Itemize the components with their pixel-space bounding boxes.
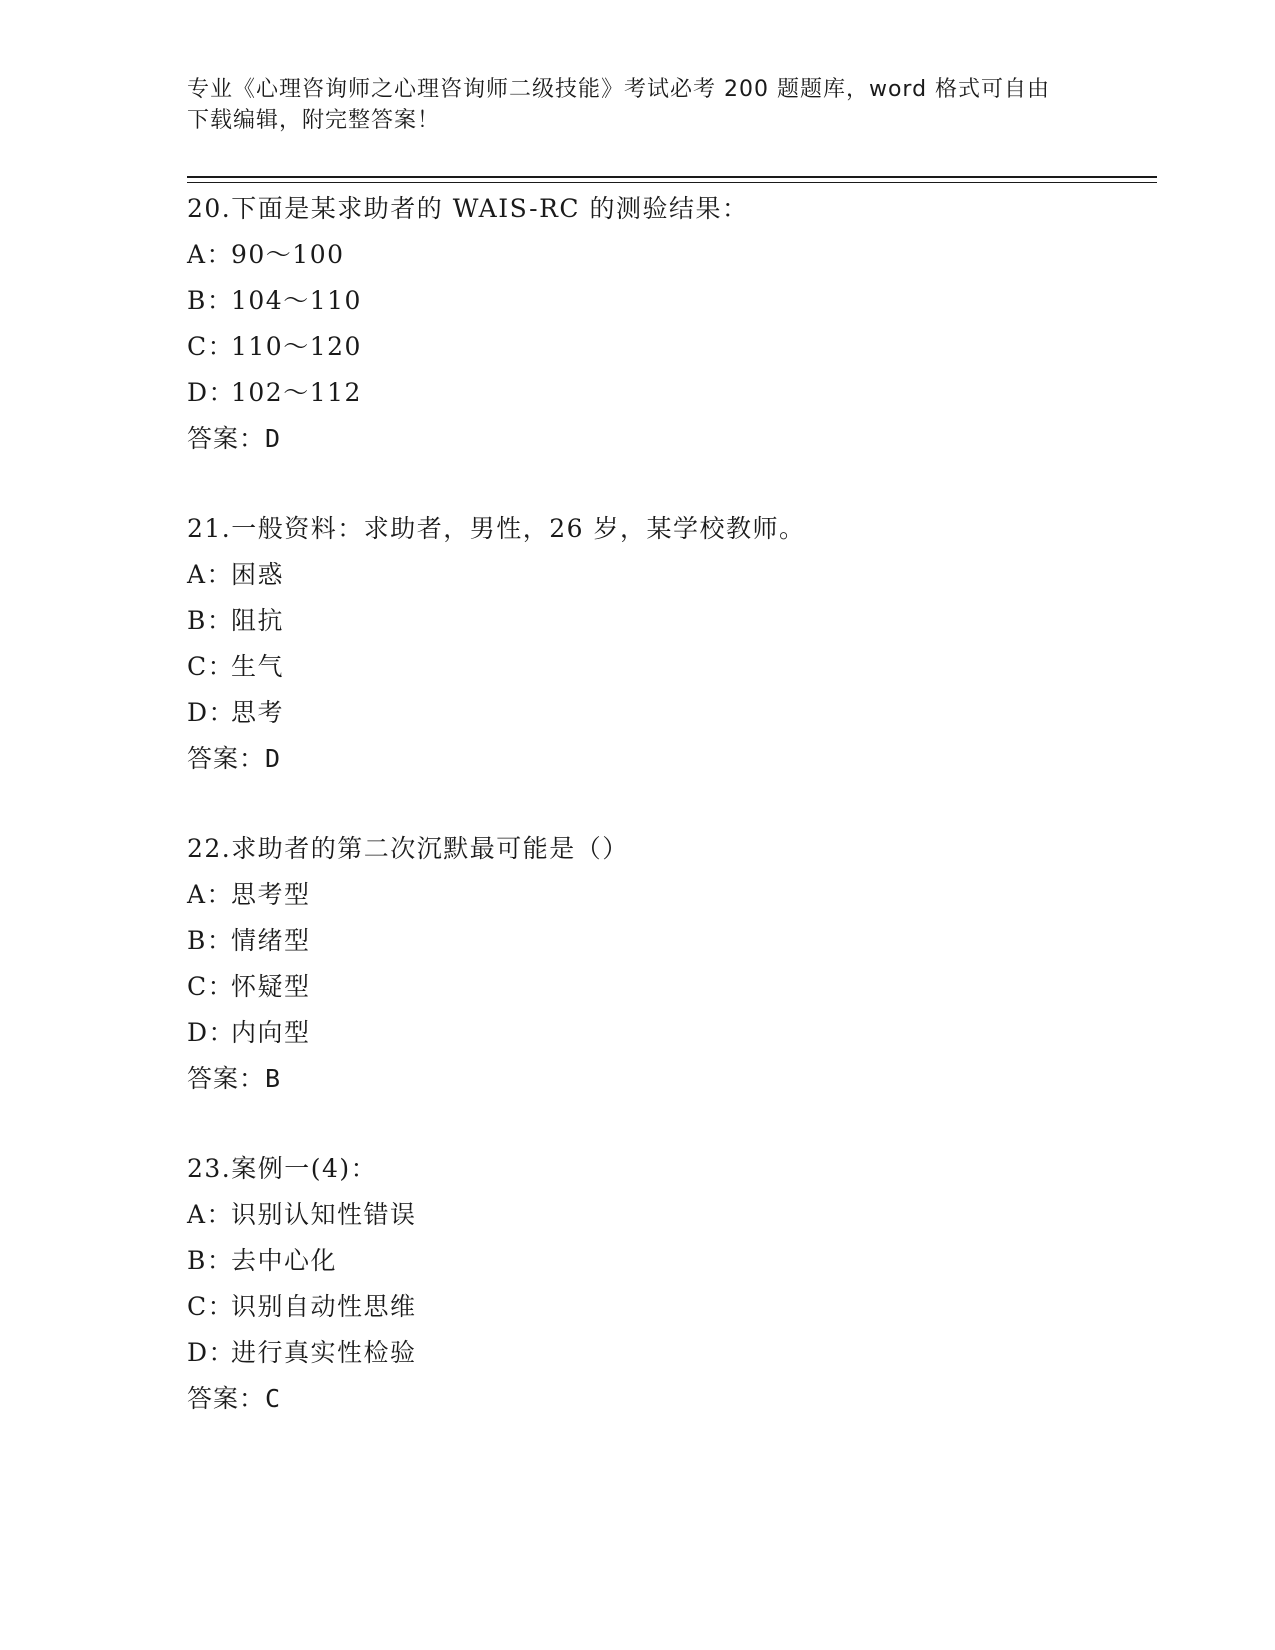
option-text: 思考: [231, 698, 285, 727]
option-d: [187, 1330, 1157, 1376]
option-key: A：: [187, 560, 234, 589]
answer-line: [187, 1056, 1157, 1102]
question-title: 20.下面是某求助者的 WAIS-RC 的测验结果：: [187, 194, 749, 223]
option-a: [187, 552, 1157, 598]
question-22: [187, 826, 1157, 1102]
option-c: [187, 964, 1157, 1010]
question-title: 21.一般资料：求助者，男性，26 岁，某学校教师。: [187, 514, 806, 543]
option-text: 104～110: [231, 286, 362, 315]
option-a: [187, 872, 1157, 918]
option-key: D：: [187, 378, 236, 407]
option-key: B：: [187, 286, 234, 315]
answer-label: 答案：: [187, 424, 266, 453]
option-text: 怀疑型: [231, 972, 311, 1001]
answer-line: [187, 416, 1157, 462]
option-text: 识别认知性错误: [231, 1200, 417, 1229]
option-b: [187, 1238, 1157, 1284]
option-text: 内向型: [231, 1018, 311, 1047]
option-b: [187, 918, 1157, 964]
option-key: B：: [187, 606, 234, 635]
option-key: C：: [187, 332, 235, 361]
option-c: [187, 644, 1157, 690]
question-spacer: [187, 1102, 1157, 1146]
option-d: [187, 690, 1157, 736]
option-text: 阻抗: [231, 606, 285, 635]
option-text: 90～100: [231, 240, 345, 269]
option-a: [187, 232, 1157, 278]
answer-label: 答案：: [187, 1064, 266, 1093]
option-key: B：: [187, 926, 234, 955]
question-21: [187, 506, 1157, 782]
option-key: A：: [187, 240, 234, 269]
option-key: D：: [187, 1018, 236, 1047]
option-key: A：: [187, 1200, 234, 1229]
option-c: [187, 1284, 1157, 1330]
question-spacer: [187, 462, 1157, 506]
option-key: C：: [187, 1292, 235, 1321]
option-b: [187, 278, 1157, 324]
answer-line: [187, 736, 1157, 782]
option-key: C：: [187, 972, 235, 1001]
answer-line: [187, 1376, 1157, 1422]
answer-value: C: [265, 1384, 282, 1413]
option-key: C：: [187, 652, 235, 681]
option-d: [187, 370, 1157, 416]
header-divider-thick: [187, 176, 1157, 178]
option-key: D：: [187, 1338, 236, 1367]
option-text: 去中心化: [231, 1246, 338, 1275]
header-divider-thin: [187, 182, 1157, 183]
answer-label: 答案：: [187, 1384, 266, 1413]
question-20: [187, 186, 1157, 462]
option-text: 进行真实性检验: [231, 1338, 417, 1367]
option-key: D：: [187, 698, 236, 727]
option-text: 困惑: [231, 560, 285, 589]
option-text: 思考型: [231, 880, 311, 909]
option-key: B：: [187, 1246, 234, 1275]
answer-value: B: [265, 1064, 282, 1093]
question-title: 22.求助者的第二次沉默最可能是（）: [187, 834, 629, 863]
option-a: [187, 1192, 1157, 1238]
option-d: [187, 1010, 1157, 1056]
option-text: 识别自动性思维: [231, 1292, 417, 1321]
option-b: [187, 598, 1157, 644]
question-list: [187, 186, 1157, 1422]
option-c: [187, 324, 1157, 370]
question-spacer: [187, 782, 1157, 826]
option-key: A：: [187, 880, 234, 909]
answer-value: D: [265, 744, 282, 773]
option-text: 102～112: [231, 378, 362, 407]
option-text: 110～120: [231, 332, 362, 361]
document-header: 专业《心理咨询师之心理咨询师二级技能》考试必考 200 题题库，word 格式可自由下载编辑，附完整答案！: [187, 77, 1051, 133]
option-text: 情绪型: [231, 926, 311, 955]
answer-label: 答案：: [187, 744, 266, 773]
question-23: [187, 1146, 1157, 1422]
answer-value: D: [265, 424, 282, 453]
option-text: 生气: [231, 652, 285, 681]
question-title: 23.案例一(4)：: [187, 1154, 378, 1183]
